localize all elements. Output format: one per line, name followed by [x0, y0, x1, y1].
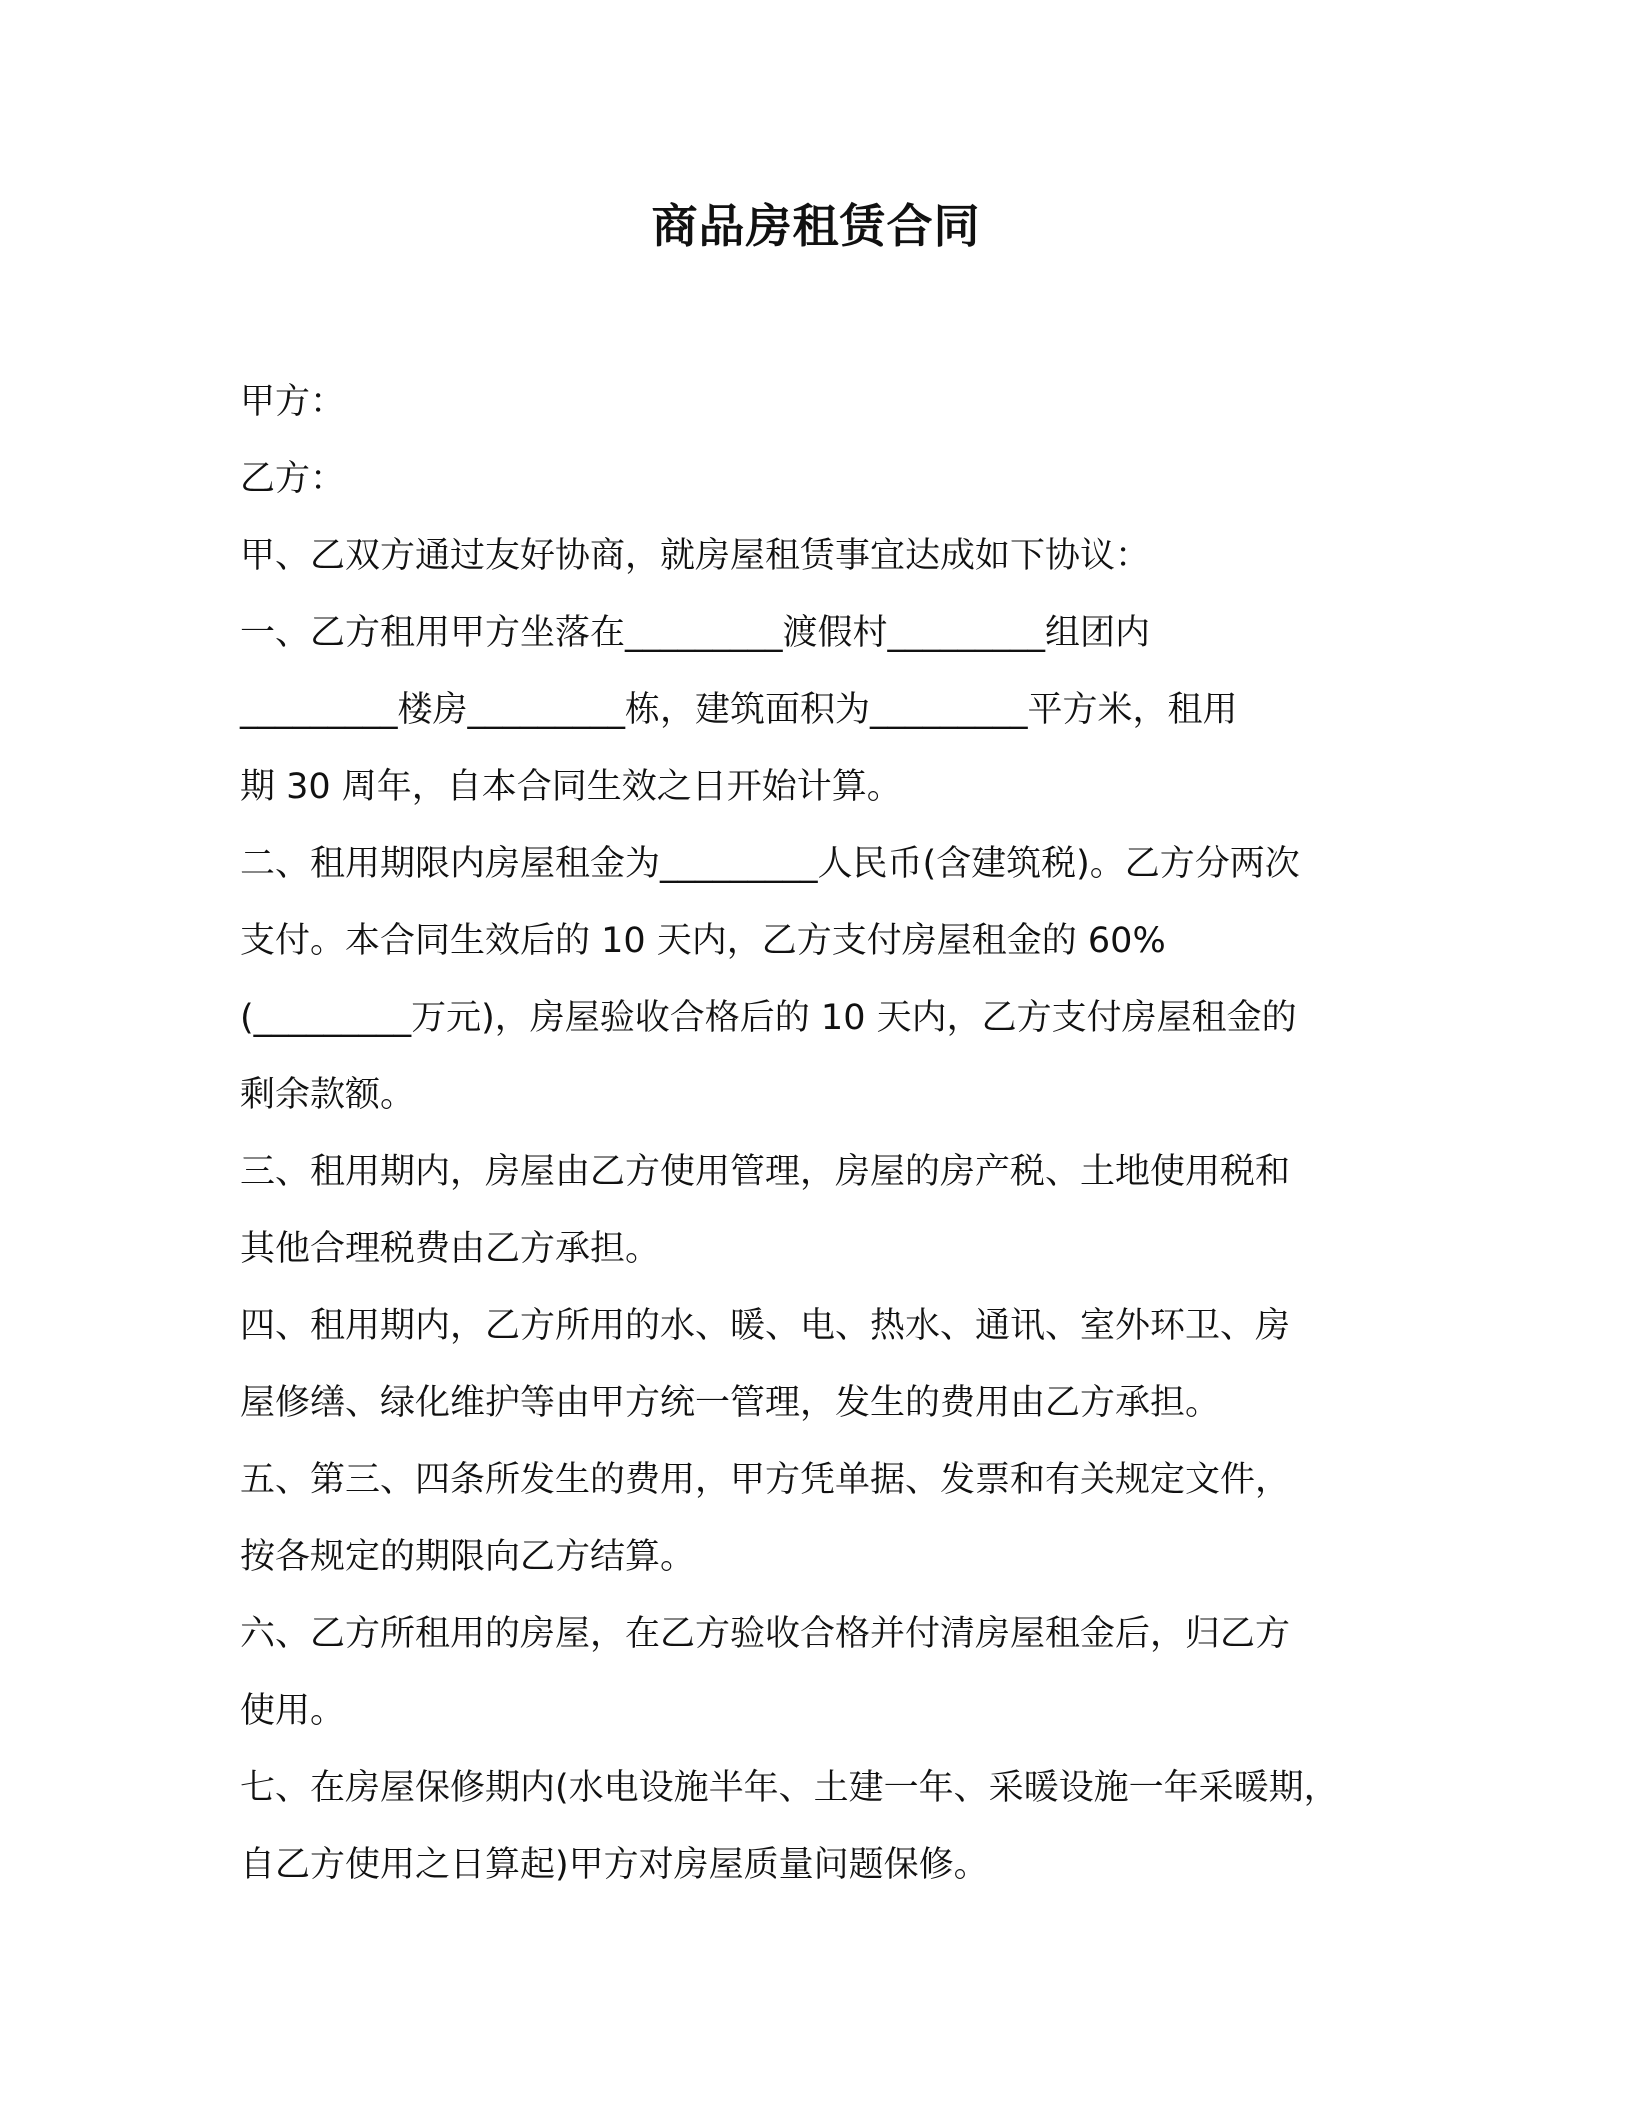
clause-2-line: 剩余款额。: [240, 1075, 416, 1115]
party-b-line: 乙方：: [240, 459, 346, 499]
clause-5-line: 按各规定的期限向乙方结算。: [240, 1537, 696, 1577]
clause-6-line: 六、乙方所租用的房屋，在乙方验收合格并付清房屋租金后，归乙方: [240, 1614, 1291, 1654]
clause-1-line: 期 30 周年，自本合同生效之日开始计算。: [240, 767, 902, 807]
clause-7-line: 七、在房屋保修期内(水电设施半年、土建一年、采暖设施一年采暖期，: [240, 1768, 1339, 1808]
clause-5-line: 五、第三、四条所发生的费用，甲方凭单据、发票和有关规定文件，: [240, 1460, 1291, 1500]
clause-4-line: 四、租用期内，乙方所用的水、暖、电、热水、通讯、室外环卫、房: [240, 1306, 1291, 1346]
clause-2-line: (_________万元)，房屋验收合格后的 10 天内，乙方支付房屋租金的: [240, 998, 1297, 1038]
clause-3-line: 其他合理税费由乙方承担。: [240, 1229, 661, 1269]
preamble-line: 甲、乙双方通过友好协商，就房屋租赁事宜达成如下协议：: [240, 536, 1151, 576]
clause-7-line: 自乙方使用之日算起)甲方对房屋质量问题保修。: [240, 1845, 989, 1885]
clause-1-line: _________楼房_________栋，建筑面积为_________平方米，租用: [240, 690, 1238, 730]
clause-6-line: 使用。: [240, 1691, 346, 1731]
clause-4-line: 屋修缮、绿化维护等由甲方统一管理，发生的费用由乙方承担。: [240, 1383, 1221, 1423]
clause-2-line: 支付。本合同生效后的 10 天内，乙方支付房屋租金的 60%: [240, 921, 1166, 961]
contract-body: [240, 364, 1420, 1904]
clause-3-line: 三、租用期内，房屋由乙方使用管理，房屋的房产税、土地使用税和: [240, 1152, 1291, 1192]
clause-1-line: 一、乙方租用甲方坐落在_________渡假村_________组团内: [240, 613, 1151, 653]
document-title: 商品房租赁合同: [651, 199, 981, 253]
clause-2-line: 二、租用期限内房屋租金为_________人民币(含建筑税)。乙方分两次: [240, 844, 1300, 884]
party-a-line: 甲方：: [240, 382, 346, 422]
